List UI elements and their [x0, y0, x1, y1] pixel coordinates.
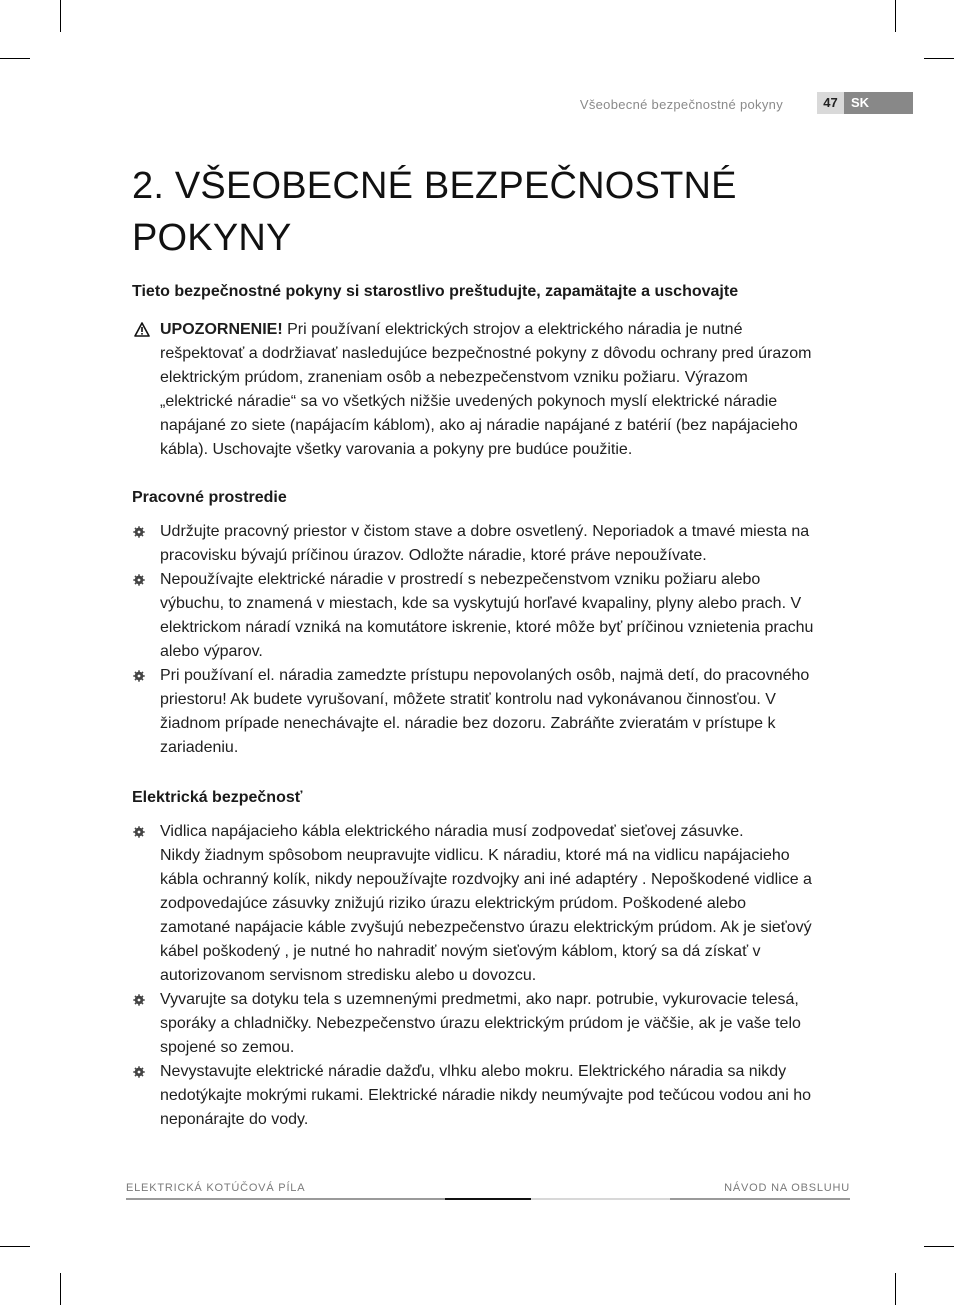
warning-block: [132, 318, 820, 462]
list-item-text: Nikdy žiadnym spôsobom neupravujte vidlicu. K náradiu, ktoré má na vidlicu napájacieho kábla ochranný kolík, nikdy nepoužívajte rozdvojky ani iné adaptéry . Nepoškodené vidlice a zodpovedajúce zásuvky znižujú riziko úrazu elektrickým prúdom. Poškodené alebo zamotané napájacie káble zvyšujú nebezpečenstvo úrazu elektrickým prúdom. Ak je sieťový kábel poškodený , je nutné ho nahradiť novým sieťovým káblom, ktorý sa dá získať v autorizovanom servisnom stredisku alebo u dovozcu.: [160, 847, 812, 984]
page-footer: [126, 1180, 850, 1204]
gear-bullet-icon: [133, 826, 145, 838]
section-heading-electrical-safety: Elektrická bezpečnosť: [132, 789, 303, 806]
list-item-text: Pri používaní el. náradia zamedzte prístupu nepovolaných osôb, najmä detí, do pracovného priestoru! Ak budete vyrušovaní, môžete stratiť kontrolu nad vykonávanou činnosťou. V žiadnom prípade nenechávajte el. náradie bez dozoru. Zabráňte zvieratám v prístupe k zariadeniu.: [160, 667, 810, 756]
main-content: [132, 160, 822, 1132]
crop-mark: [924, 58, 954, 59]
footer-rule: [445, 1198, 531, 1200]
gear-bullet-icon: [133, 574, 145, 586]
footer-manual-label: NÁVOD NA OBSLUHU: [724, 1182, 850, 1194]
crop-mark: [60, 1273, 61, 1305]
warning-triangle-icon: [134, 322, 150, 337]
gear-bullet-icon: [133, 994, 145, 1006]
list-item-text: Nevystavujte elektrické náradie dažďu, vlhku alebo mokru. Elektrického náradia sa nikdy nedotýkajte mokrými rukami. Elektrické náradie nikdy neumývajte pod tečúcou vodou ani ho neponárajte do vody.: [160, 1063, 811, 1128]
list-item-text: Vyvarujte sa dotyku tela s uzemnenými predmetmi, ako napr. potrubie, vykurovacie telesá, sporáky a chladničky. Nebezpečenstvo úrazu elektrickým prúdom je väčšie, ak je vaše telo spojené so zemou.: [160, 991, 801, 1056]
footer-rule: [670, 1198, 850, 1200]
warning-label: UPOZORNENIE!: [160, 321, 283, 338]
list-item: [132, 820, 820, 988]
footer-product-name: ELEKTRICKÁ KOTÚČOVÁ PÍLA: [126, 1182, 306, 1194]
crop-mark: [0, 1246, 30, 1247]
list-item: [132, 520, 820, 568]
crop-mark: [60, 0, 61, 32]
running-header: [0, 96, 954, 116]
crop-mark: [924, 1246, 954, 1247]
language-tag: SK: [844, 92, 913, 114]
crop-mark: [895, 1273, 896, 1305]
warning-text: Pri používaní elektrických strojov a elektrického náradia je nutné rešpektovať a dodržiavať nasledujúce bezpečnostné pokyny z dôvodu ochrany pred úrazom elektrickým prúdom, zraneniam osôb a nebezpečenstvom vzniku požiaru. Výrazom „elektrické náradie“ sa vo všetkých nižšie uvedených pokynoch myslí elektrické náradie napájané zo siete (napájacím káblom), ako aj náradie napájané z batérií (bez napájacieho kábla). Uschovajte všetky varovania a pokyny pre budúce použitie.: [160, 321, 812, 458]
list-item: [132, 568, 820, 664]
list-item: [132, 664, 820, 760]
list-item-text: Vidlica napájacieho kábla elektrického náradia musí zodpovedať sieťovej zásuvke.: [160, 823, 744, 840]
list-item: [132, 1060, 820, 1132]
list-item: [132, 988, 820, 1060]
section-heading-work-environment: Pracovné prostredie: [132, 489, 287, 506]
running-title: Všeobecné bezpečnostné pokyny: [579, 97, 783, 112]
page-title: 2. VŠEOBECNÉ BEZPEČNOSTNÉ POKYNY: [132, 165, 737, 259]
bullet-list-work-environment: [132, 520, 822, 760]
crop-mark: [0, 58, 30, 59]
gear-bullet-icon: [133, 670, 145, 682]
bullet-list-electrical-safety: [132, 820, 822, 1132]
gear-bullet-icon: [133, 1066, 145, 1078]
list-item-text: Nepoužívajte elektrické náradie v prostredí s nebezpečenstvom vzniku požiaru alebo výbuchu, to znamená v miestach, kde sa vyskytujú horľavé kvapaliny, plyny alebo prach. V elektrickom náradí vzniká na komutátore iskrenie, ktoré môže byť príčinou vznietenia prachu alebo výparov.: [160, 571, 814, 660]
lead-text: Tieto bezpečnostné pokyny si starostlivo preštudujte, zapamätajte a uschovajte: [132, 283, 739, 300]
page-number: 47: [817, 92, 844, 114]
footer-rule: [531, 1198, 670, 1200]
footer-rule: [126, 1198, 445, 1200]
gear-bullet-icon: [133, 526, 145, 538]
list-item-text: Udržujte pracovný priestor v čistom stave a dobre osvetlený. Neporiadok a tmavé miesta na pracovisku bývajú príčinou úrazov. Odložte náradie, ktoré práve nepoužívate.: [160, 523, 810, 564]
crop-mark: [895, 0, 896, 32]
